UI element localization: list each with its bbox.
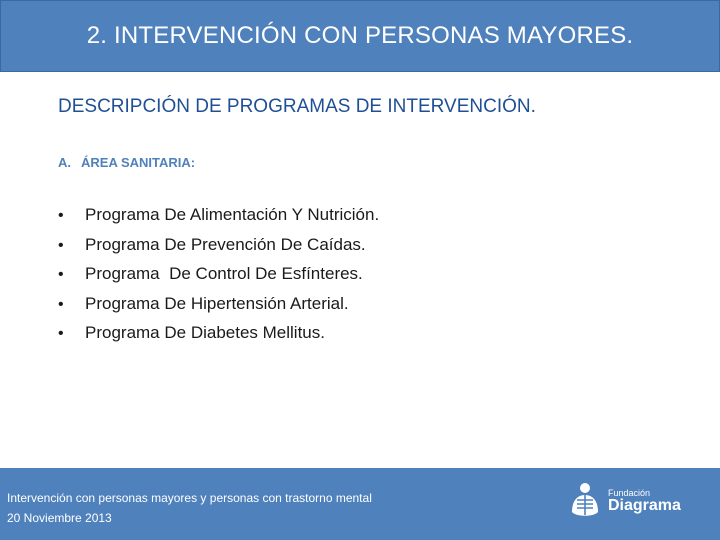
list-item [58,264,379,294]
bullet-icon: • [58,325,64,342]
footer-line-2: 20 Noviembre 2013 [7,511,112,525]
logo-wordmark [608,489,681,514]
list-item-text: Programa De Prevención De Caídas. [85,234,366,254]
list-item [58,323,379,353]
bullet-icon: • [58,266,64,283]
footer-text [7,488,372,528]
slide-subtitle: DESCRIPCIÓN DE PROGRAMAS DE INTERVENCIÓN. [58,96,536,117]
bullet-icon: • [58,236,64,254]
section-heading [58,155,195,170]
fundacion-diagrama-logo [568,482,681,520]
logo-small-text: Fundación [608,487,651,498]
bullet-icon: • [58,295,64,313]
title-bar [0,0,720,72]
logo-big-text: Diagrama [608,496,681,514]
list-item-text: Programa De Control De Esfínteres. [85,264,363,283]
section-marker: A. [58,155,71,170]
list-item-text: Programa De Alimentación Y Nutrición. [85,205,380,224]
program-list [58,205,379,353]
list-item-text: Programa De Diabetes Mellitus. [85,323,325,342]
section-label: ÁREA SANITARIA: [81,155,196,170]
footer-bar [0,468,720,540]
list-item [58,205,379,235]
footer-line-1: Intervención con personas mayores y personas con trastorno mental [7,491,372,505]
slide-title: 2. INTERVENCIÓN CON PERSONAS MAYORES. [86,22,634,49]
logo-icon [568,482,602,520]
list-item [58,294,379,324]
bullet-icon: • [58,207,64,224]
list-item-text: Programa De Hipertensión Arterial. [85,293,349,313]
list-item [58,235,379,265]
